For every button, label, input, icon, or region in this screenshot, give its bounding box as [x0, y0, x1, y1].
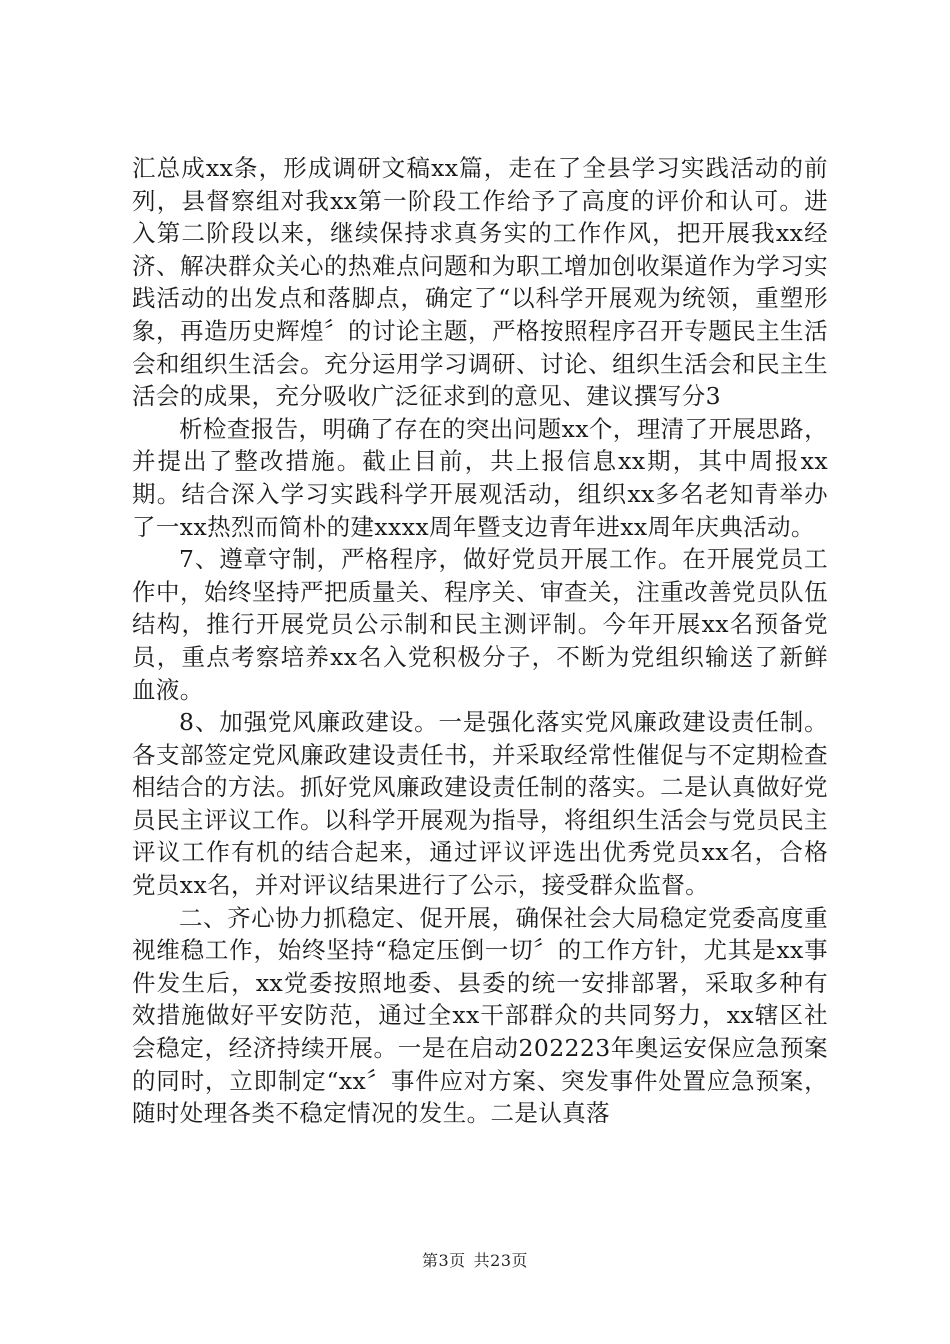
page-footer [0, 1250, 950, 1272]
paragraph-4: 8、加强党风廉政建设。一是强化落实党风廉政建设责任制。各支部签定党风廉政建设责任书，并采取经常性催促与不定期检查相结合的方法。抓好党风廉政建设责任制的落实。二是认真做好党员民主评议工作。以科学开展观为指导，将组织生活会与党员民主评议工作有机的结合起来，通过评议评选出优秀党员xx名，合格党员xx名，并对评议结果进行了公示，接受群众监督。 [132, 708, 828, 900]
paragraph-5: 二、齐心协力抓稳定、促开展，确保社会大局稳定党委高度重视维稳工作，始终坚持“稳定压倒一切〞的工作方针，尤其是xx事件发生后，xx党委按照地委、县委的统一安排部署，采取多种有效措施做好平安防范，通过全xx干部群众的共同努力，xx辖区社会稳定，经济持续开展。一是在启动202223年奥运安保应急预案的同时，立即制定“xx〞事件应对方案、突发事件处置应急预案，随时处理各类不稳定情况的发生。二是认真落 [132, 903, 828, 1128]
page-total: 共23页 [473, 1251, 529, 1270]
paragraph-3: 7、遵章守制，严格程序，做好党员开展工作。在开展党员工作中，始终坚持严把质量关、程序关、审查关，注重改善党员队伍结构，推行开展党员公示制和民主测评制。今年开展xx名预备党员，重点考察培养xx名入党积极分子，不断为党组织输送了新鲜血液。 [132, 545, 828, 704]
paragraph-2: 析检查报告，明确了存在的突出问题xx个，理清了开展思路，并提出了整改措施。截止目前，共上报信息xx期，其中周报xx期。结合深入学习实践科学开展观活动，组织xx多名老知青举办了一xx热烈而简朴的建xxxx周年暨支边青年进xx周年庆典活动。 [132, 414, 828, 541]
document-body [132, 152, 828, 1130]
page-number: 第3页 [421, 1251, 466, 1270]
paragraph-1: 汇总成xx条，形成调研文稿xx篇，走在了全县学习实践活动的前列，县督察组对我xx第一阶段工作给予了高度的评价和认可。进入第二阶段以来，继续保持求真务实的工作作风，把开展我xx经济、解决群众关心的热难点问题和为职工增加创收渠道作为学习实践活动的出发点和落脚点，确定了“以科学开展观为统领，重塑形象，再造历史辉煌〞的讨论主题，严格按照程序召开专题民主生活会和组织生活会。充分运用学习调研、讨论、组织生活会和民主生活会的成果，充分吸收广泛征求到的意见、建议撰写分3 [132, 154, 828, 411]
